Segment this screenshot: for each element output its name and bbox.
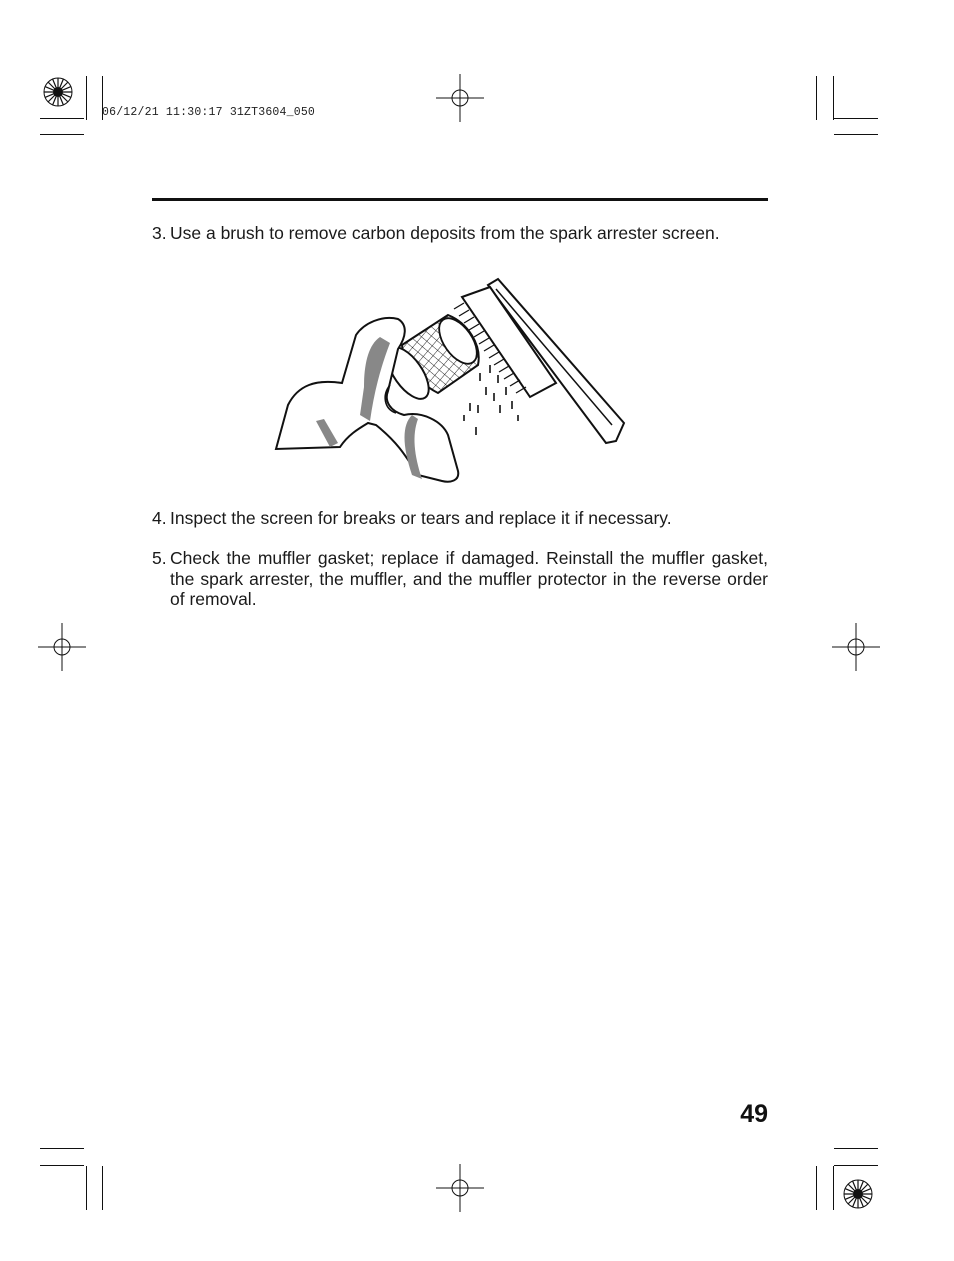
crop-line bbox=[833, 76, 834, 120]
crop-line bbox=[834, 118, 878, 119]
crop-line bbox=[40, 1165, 84, 1166]
step-4 bbox=[152, 508, 768, 529]
crop-line bbox=[86, 76, 87, 120]
crop-line bbox=[833, 1166, 834, 1210]
crop-line bbox=[834, 1165, 878, 1166]
crop-line bbox=[816, 1166, 817, 1210]
step-number: 3. bbox=[152, 223, 167, 243]
hand-brushing-spark-arrester-illustration bbox=[272, 275, 632, 485]
crosshair-icon bbox=[38, 623, 86, 671]
print-timestamp: 06/12/21 11:30:17 31ZT3604_050 bbox=[102, 106, 316, 119]
page-number: 49 bbox=[740, 1100, 768, 1128]
crop-line bbox=[86, 1166, 87, 1210]
header-rule bbox=[152, 198, 768, 201]
step-text: Use a brush to remove carbon deposits from the spark arrester screen. bbox=[170, 223, 720, 243]
step-5 bbox=[152, 548, 768, 610]
step-number: 5. bbox=[152, 548, 167, 568]
crop-line bbox=[40, 118, 84, 119]
step-3 bbox=[152, 223, 768, 244]
crop-line bbox=[40, 1148, 84, 1149]
registration-target-icon bbox=[38, 72, 78, 112]
crop-line bbox=[816, 76, 817, 120]
crosshair-icon bbox=[436, 1164, 484, 1212]
crop-line bbox=[834, 1148, 878, 1149]
step-text: Inspect the screen for breaks or tears and replace it if necessary. bbox=[170, 508, 672, 528]
crosshair-icon bbox=[436, 74, 484, 122]
step-number: 4. bbox=[152, 508, 167, 528]
registration-target-icon bbox=[838, 1174, 878, 1214]
step-text: Check the muffler gasket; replace if damaged. Reinstall the muffler gasket, the spark arrester, the muffler, and the muffler protector in the reverse order of removal. bbox=[170, 548, 768, 609]
crop-line bbox=[834, 134, 878, 135]
crosshair-icon bbox=[832, 623, 880, 671]
crop-line bbox=[40, 134, 84, 135]
crop-line bbox=[102, 1166, 103, 1210]
